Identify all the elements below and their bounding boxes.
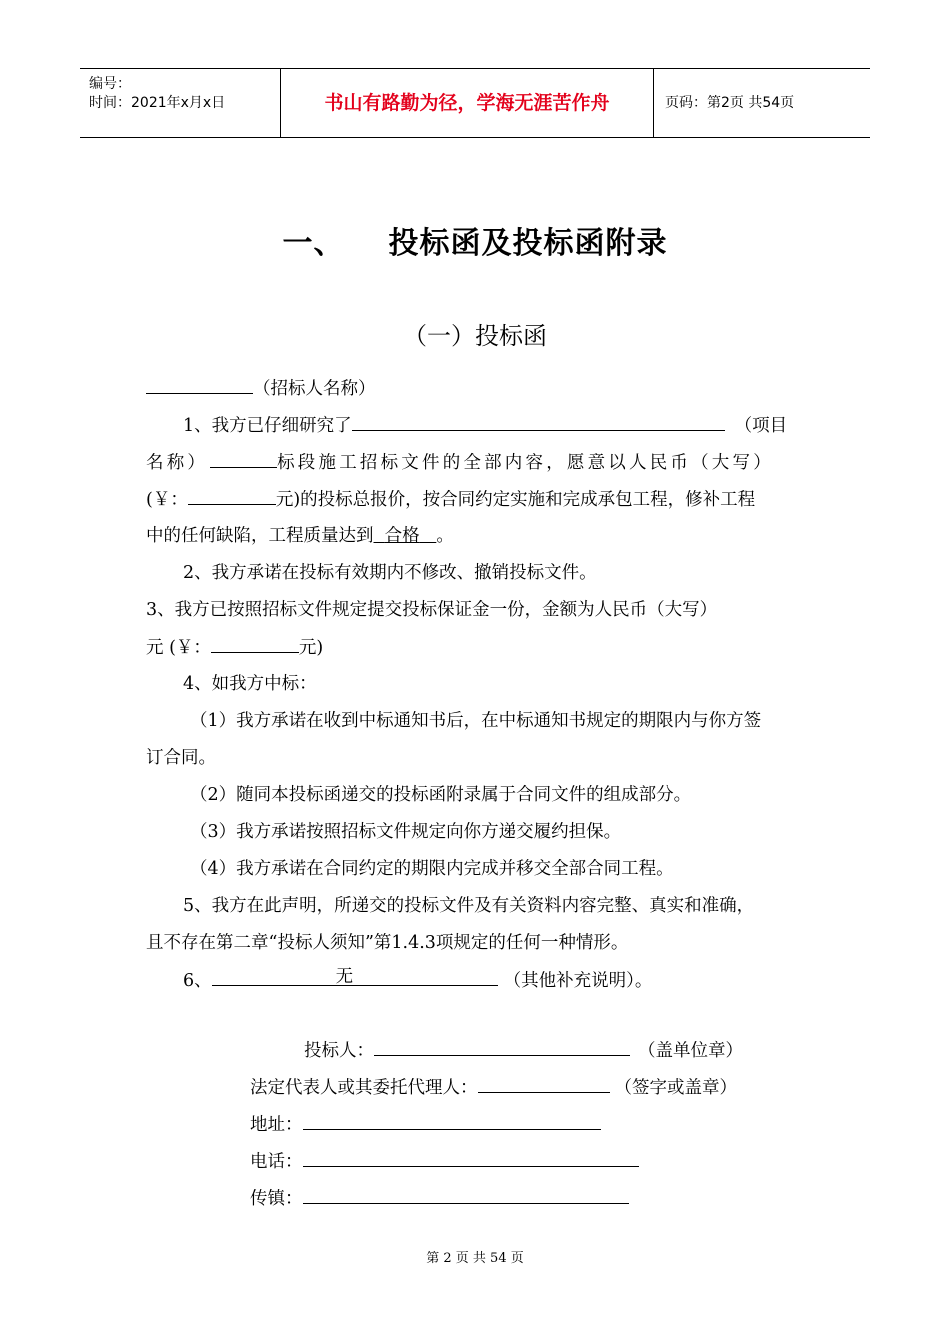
representative-label: 法定代表人或其委托代理人： xyxy=(250,1078,478,1098)
page-footer: 第 2 页 共 54 页 xyxy=(426,1251,524,1266)
p3-text-c: 元) xyxy=(298,638,324,658)
quality-value xyxy=(374,526,437,546)
paragraph-5-line-1: 5、我方在此声明，所递交的投标文件及有关资料内容完整、真实和准确， xyxy=(183,896,755,916)
phone-line xyxy=(250,1147,639,1173)
phone-blank[interactable] xyxy=(303,1147,639,1167)
section-blank[interactable] xyxy=(210,448,277,468)
paragraph-3-line-2 xyxy=(146,633,323,659)
bidder-line xyxy=(304,1036,743,1062)
paragraph-4-2: （2）随同本投标函递交的投标函附录属于合同文件的组成部分。 xyxy=(190,785,692,805)
chapter-title: 投标函及投标函附录 xyxy=(388,226,668,261)
p1-text-g: 中的任何缺陷，工程质量达到 xyxy=(146,526,374,546)
p1-text-end: 。 xyxy=(436,526,454,546)
fax-blank[interactable] xyxy=(303,1184,629,1204)
paragraph-2: 2、我方承诺在投标有效期内不修改、撤销投标文件。 xyxy=(183,563,597,583)
supplement-value: 无 xyxy=(335,967,354,987)
time-label: 时间：2021年x月x日 xyxy=(89,95,226,111)
p3-text-b: 元 (￥： xyxy=(146,638,211,658)
address-blank[interactable] xyxy=(303,1110,601,1130)
paragraph-4-1-line-1: （1）我方承诺在收到中标通知书后，在中标通知书规定的期限内与你方签 xyxy=(190,711,762,731)
supplement-blank[interactable] xyxy=(212,966,498,986)
address-line xyxy=(250,1110,601,1136)
fax-line xyxy=(250,1184,629,1210)
chapter-heading xyxy=(0,218,950,262)
representative-note: （签字或盖章） xyxy=(614,1078,737,1098)
quality-text: 合格 xyxy=(384,526,420,546)
paragraph-6 xyxy=(183,966,652,992)
representative-line xyxy=(250,1073,737,1099)
paragraph-4-1-line-2: 订合同。 xyxy=(146,748,216,768)
project-name-blank[interactable] xyxy=(352,411,725,431)
addressee-line xyxy=(146,374,376,400)
paragraph-1-line-4 xyxy=(146,522,454,547)
header-motto: 书山有路勤为径，学海无涯苦作舟 xyxy=(281,69,654,137)
p6-text-a: 6、 xyxy=(183,971,212,991)
header-page-info: 页码：第2页 共54页 xyxy=(665,95,795,111)
chapter-number: 一、 xyxy=(282,226,345,261)
paragraph-4-3: （3）我方承诺按照招标文件规定向你方递交履约担保。 xyxy=(190,822,622,842)
bidder-blank[interactable] xyxy=(374,1036,630,1056)
paragraph-4: 4、如我方中标： xyxy=(183,674,317,694)
paragraph-1-line-3 xyxy=(146,485,755,511)
p1-text-a: 1、我方已仔细研究了 xyxy=(183,416,352,436)
addressee-blank[interactable] xyxy=(146,374,253,394)
fax-label: 传镇： xyxy=(250,1189,303,1209)
p1-text-c: 名称） xyxy=(146,453,209,473)
phone-label: 电话： xyxy=(250,1152,303,1172)
p1-text-f: 元)的投标总报价，按合同约定实施和完成承包工程，修补工程 xyxy=(275,490,756,510)
address-label: 地址： xyxy=(250,1115,303,1135)
addressee-suffix: （招标人名称） xyxy=(253,379,376,399)
deposit-blank[interactable] xyxy=(211,633,299,653)
header-table xyxy=(80,68,870,138)
paragraph-1-line-1 xyxy=(183,411,787,437)
paragraph-4-4: （4）我方承诺在合同约定的期限内完成并移交全部合同工程。 xyxy=(190,859,674,879)
p1-text-e: (￥： xyxy=(146,490,188,510)
paragraph-3-line-1: 3、我方已按照招标文件规定提交投标保证金一份，金额为人民币（大写） xyxy=(146,600,718,620)
bidder-label: 投标人： xyxy=(304,1041,374,1061)
p1-text-b: （项目 xyxy=(734,416,788,436)
number-label: 编号： xyxy=(89,76,131,92)
price-blank[interactable] xyxy=(188,485,276,505)
paragraph-1-line-2 xyxy=(146,448,774,474)
paragraph-5-line-2: 且不存在第二章“投标人须知”第1.4.3项规定的任何一种情形。 xyxy=(146,933,629,953)
section-title: （一）投标函 xyxy=(403,322,547,350)
p6-text-b: （其他补充说明）。 xyxy=(503,971,653,991)
bidder-note: （盖单位章） xyxy=(638,1041,743,1061)
p1-text-d: 标段施工招标文件的全部内容，愿意以人民币（大写） xyxy=(277,453,774,473)
header-meta-cell xyxy=(80,69,281,137)
representative-blank[interactable] xyxy=(478,1073,610,1093)
